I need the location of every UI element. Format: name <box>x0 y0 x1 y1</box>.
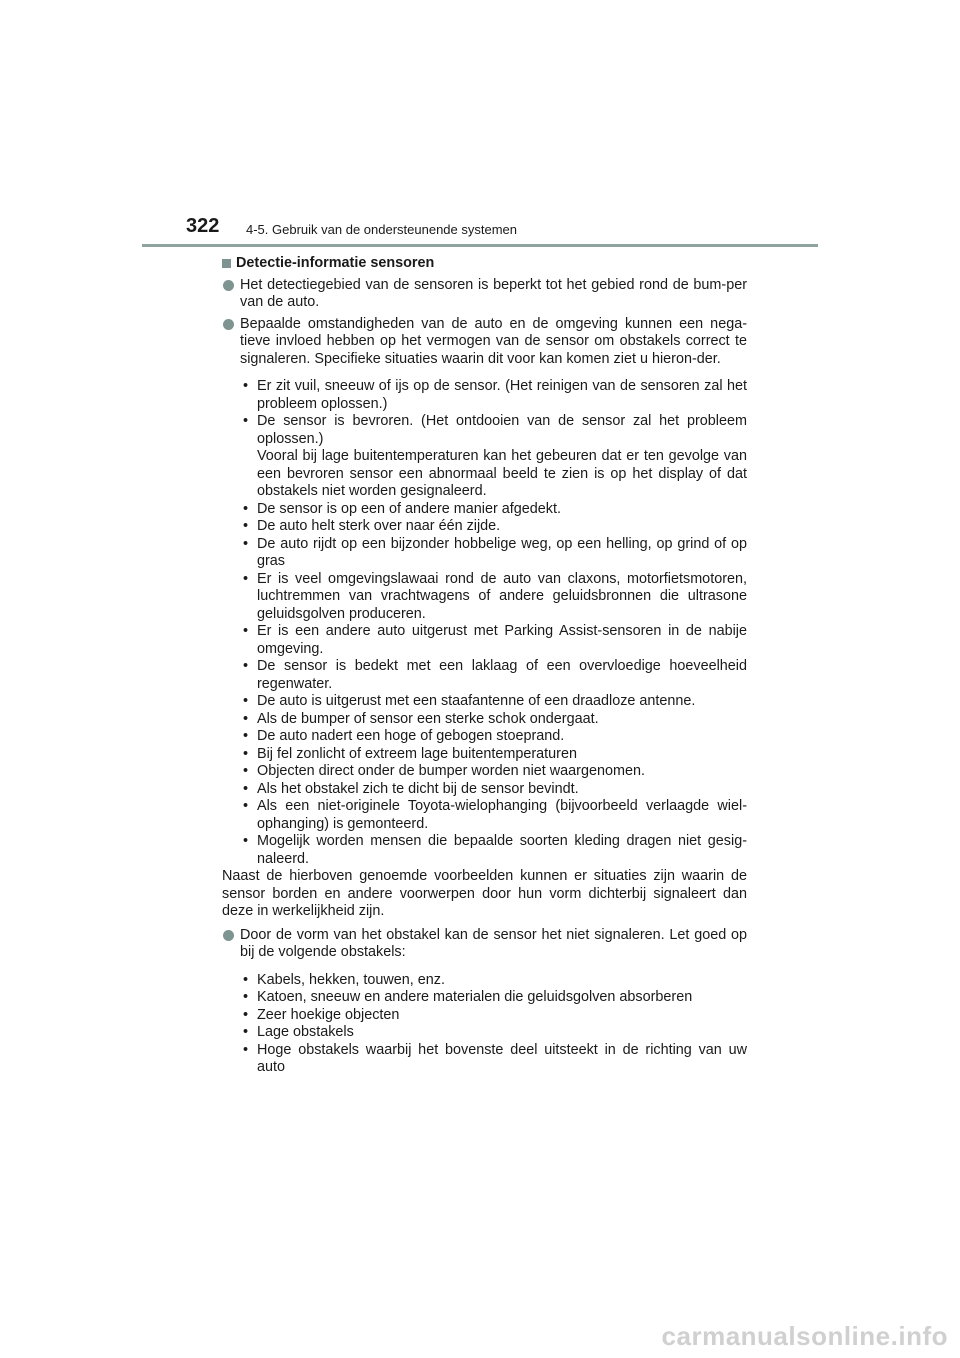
list-item-text: Lage obstakels <box>257 1024 354 1040</box>
list-item <box>240 378 747 413</box>
list-item <box>240 972 747 990</box>
dot-bullet-icon: • <box>243 1006 249 1023</box>
list-item-text: Als de bumper of sensor een sterke schok ondergaat. <box>257 710 599 727</box>
dot-bullet-icon: • <box>243 658 249 674</box>
dot-bullet-icon: • <box>243 518 249 534</box>
dot-bullet-icon: • <box>243 570 249 587</box>
section-heading-text: Detectie-informatie sensoren <box>236 255 435 271</box>
list-item <box>240 1042 747 1077</box>
section-heading <box>222 255 747 273</box>
list-item <box>240 413 747 501</box>
list-item <box>240 833 747 868</box>
dot-bullet-icon: • <box>243 378 249 394</box>
list-item-text: Katoen, sneeuw en andere materialen die geluidsgolven absorberen <box>257 989 693 1005</box>
list-item-text: Bij fel zonlicht of extreem lage buitentemperaturen <box>257 745 577 762</box>
dot-bullet-icon: • <box>243 1041 249 1058</box>
list-item-text: Hoge obstakels waarbij het bovenste deel uitsteekt in de richting van uw auto <box>257 1041 747 1075</box>
list-item-text: De auto helt sterk over naar één zijde. <box>257 518 501 534</box>
circle-bullet-icon <box>223 280 234 291</box>
circle-bullet-icon <box>223 319 234 330</box>
list-item <box>240 658 747 693</box>
dot-bullet-icon: • <box>243 745 249 762</box>
circle-item-obstacle-shape <box>222 927 747 962</box>
list-item-text: De sensor is bevroren. (Het ontdooien van de sensor zal het probleem oplossen.) <box>257 413 747 447</box>
square-bullet-icon <box>222 259 231 268</box>
list-item-text: De auto is uitgerust met een staafantenne of een draadloze antenne. <box>257 693 696 709</box>
dot-bullet-icon: • <box>243 413 249 429</box>
list-item-text: De auto rijdt op een bijzonder hobbelige weg, op een helling, op grind of op gras <box>257 535 747 569</box>
closing-paragraph: Naast de hierboven genoemde voorbeelden kunnen er situaties zijn waarin de sensor borden en andere voorwerpen door hun vorm dichterbij signaleert dan deze in werkelijkheid zijn. <box>222 868 747 919</box>
circle-bullet-icon <box>223 930 234 941</box>
dot-bullet-icon: • <box>243 971 249 988</box>
dot-bullet-icon: • <box>243 1024 249 1040</box>
list-item <box>240 798 747 833</box>
list-item <box>240 989 747 1007</box>
list-item-text: Er is veel omgevingslawaai rond de auto van claxons, motorfietsmotoren, luchtremmen van vrachtwagens of andere geluidsbronnen die ultrasone geluidsgolven produceren. <box>257 570 747 622</box>
list-item <box>240 623 747 658</box>
list-item <box>240 728 747 746</box>
list-item <box>240 1007 747 1025</box>
list-item <box>240 536 747 571</box>
circle-item-text: Het detectiegebied van de sensoren is beperkt tot het gebied rond de bum-per van de auto. <box>240 276 747 310</box>
dot-bullet-icon: • <box>243 798 249 814</box>
list-item-text: De auto nadert een hoge of gebogen stoeprand. <box>257 728 565 744</box>
list-item-text: Zeer hoekige objecten <box>257 1006 400 1023</box>
chapter-title: 4-5. Gebruik van de ondersteunende systemen <box>246 222 518 237</box>
list-item-text: Objecten direct onder de bumper worden niet waargenomen. <box>257 763 645 779</box>
dot-bullet-icon: • <box>243 623 249 639</box>
list-item-note: Vooral bij lage buitentemperaturen kan het gebeuren dat er ten gevolge van een bevroren sensor een abnormaal beeld te zien is op het display of dat obstakels niet worden gesignaleerd. <box>257 448 747 499</box>
page-number: 322 <box>186 215 220 237</box>
list-item-text: Kabels, hekken, touwen, enz. <box>257 971 445 988</box>
list-item-text: Mogelijk worden mensen die bepaalde soorten kleding dragen niet gesig-naleerd. <box>257 833 747 867</box>
list-item <box>240 693 747 711</box>
list-item <box>240 518 747 536</box>
page-header <box>186 214 826 242</box>
circle-item-text: Bepaalde omstandigheden van de auto en de omgeving kunnen een nega-tieve invloed hebben op het vermogen van de sensor om obstakels correct te signaleren. Specifieke situaties waarin dit voor kan komen ziet u hieron-der. <box>240 315 747 367</box>
dot-bullet-icon: • <box>243 833 249 849</box>
list-item <box>240 763 747 781</box>
page-content <box>222 255 747 1077</box>
conditions-list <box>222 378 747 868</box>
list-item-text: Als het obstakel zich te dicht bij de sensor bevindt. <box>257 780 579 797</box>
list-item-text: Er is een andere auto uitgerust met Parking Assist-sensoren in de nabije omgeving. <box>257 623 747 657</box>
dot-bullet-icon: • <box>243 535 249 552</box>
list-item-text: Als een niet-originele Toyota-wielophanging (bijvoorbeeld verlaagde wiel-ophanging) is gemonteerd. <box>257 798 747 832</box>
watermark-logo: carmanualsonline.info <box>661 1321 948 1351</box>
list-item <box>240 501 747 519</box>
dot-bullet-icon: • <box>243 693 249 709</box>
dot-bullet-icon: • <box>243 710 249 727</box>
circle-item-conditions <box>222 316 747 369</box>
dot-bullet-icon: • <box>243 763 249 779</box>
list-item <box>240 711 747 729</box>
obstacles-list <box>222 972 747 1077</box>
list-item <box>240 571 747 624</box>
circle-item-text: Door de vorm van het obstakel kan de sensor het niet signaleren. Let goed op bij de volgende obstakels: <box>240 926 747 960</box>
circle-item-detection-area <box>222 277 747 312</box>
dot-bullet-icon: • <box>243 500 249 517</box>
list-item-text: De sensor is op een of andere manier afgedekt. <box>257 500 561 517</box>
list-item <box>240 781 747 799</box>
list-item-text: De sensor is bedekt met een laklaag of een overvloedige hoeveelheid regenwater. <box>257 658 747 692</box>
dot-bullet-icon: • <box>243 989 249 1005</box>
dot-bullet-icon: • <box>243 780 249 797</box>
list-item <box>240 1024 747 1042</box>
list-item-text: Er zit vuil, sneeuw of ijs op de sensor. (Het reinigen van de sensoren zal het probleem oplossen.) <box>257 378 747 412</box>
header-divider <box>142 244 818 247</box>
dot-bullet-icon: • <box>243 728 249 744</box>
list-item <box>240 746 747 764</box>
